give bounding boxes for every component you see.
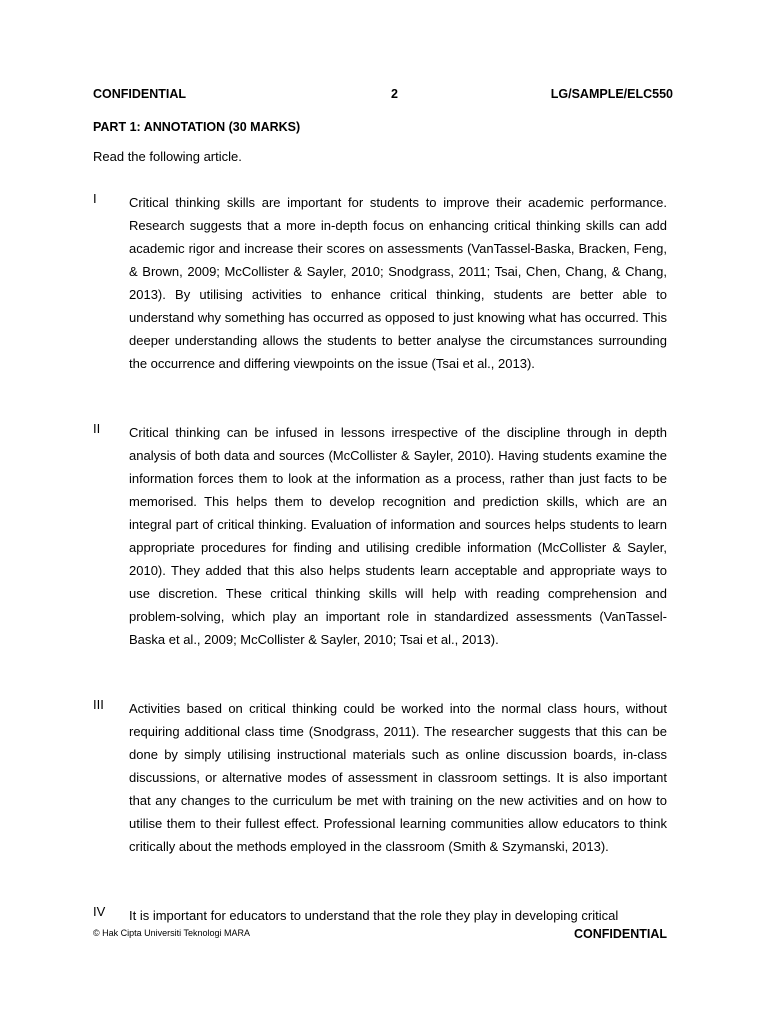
paragraph-text: Critical thinking can be infused in lessons irrespective of the discipline through in depth analysis of both data and sources (McCollister & Sayler, 2010). Having students examine the information forces them to look at the information as a process, rather than just facts to be memorised. This helps them to develop recognition and prediction skills, which are an integral part of critical thinking. Evaluation of information and sources helps students to learn appropriate procedures for finding and utilising credible information (McCollister & Sayler, 2010). They added that this also helps students learn acceptable and appropriate ways to use discretion. These critical thinking skills will help with reading comprehension and problem-solving, which play an important role in standardized assessments (VanTassel-Baska et al., 2009; McCollister & Sayler, 2010; Tsai et al., 2013). xyxy=(129,425,667,647)
paragraph-number: III xyxy=(93,697,104,712)
paragraph-4 xyxy=(93,904,667,927)
instruction-text: Read the following article. xyxy=(93,149,242,164)
paragraph-number: I xyxy=(93,191,97,206)
footer-copyright: © Hak Cipta Universiti Teknologi MARA xyxy=(93,928,251,938)
paragraph-text: It is important for educators to understand that the role they play in developing critical xyxy=(129,908,619,923)
paragraph-number: IV xyxy=(93,904,106,919)
paragraph-2 xyxy=(93,421,667,651)
header-document-code: LG/SAMPLE/ELC550 xyxy=(550,87,673,101)
footer-confidential: CONFIDENTIAL xyxy=(573,927,667,941)
part-title: PART 1: ANNOTATION (30 MARKS) xyxy=(93,120,301,134)
paragraph-number: II xyxy=(93,421,101,436)
paragraph-text: Activities based on critical thinking could be worked into the normal class hours, without requiring additional class time (Snodgrass, 2011). The researcher suggests that this can be done by simply utilising instructional materials such as online discussion boards, in-class discussions, or alternative modes of assessment in classroom settings. It is also important that any changes to the curriculum be met with training on the new activities and on how to utilise them to their fullest effect. Professional learning communities allow educators to think critically about the methods employed in the classroom (Smith & Szymanski, 2013). xyxy=(129,701,667,854)
paragraph-text: Critical thinking skills are important for students to improve their academic performance. Research suggests that a more in-depth focus on enhancing critical thinking skills can add academic rigor and increase their scores on assessments (VanTassel-Baska, Bracken, Feng, & Brown, 2009; McCollister & Sayler, 2010; Snodgrass, 2011; Tsai, Chen, Chang, & Chang, 2013). By utilising activities to enhance critical thinking, students are better able to understand why something has occurred as opposed to just knowing what has occurred. This deeper understanding allows the students to better analyse the circumstances surrounding the occurrence and differing viewpoints on the issue (Tsai et al., 2013). xyxy=(129,195,667,371)
paragraph-3 xyxy=(93,697,667,858)
header-confidential: CONFIDENTIAL xyxy=(93,87,187,101)
paragraph-1 xyxy=(93,191,667,375)
header-page-number: 2 xyxy=(391,87,398,101)
page-header xyxy=(93,87,673,105)
page-footer xyxy=(93,927,667,943)
